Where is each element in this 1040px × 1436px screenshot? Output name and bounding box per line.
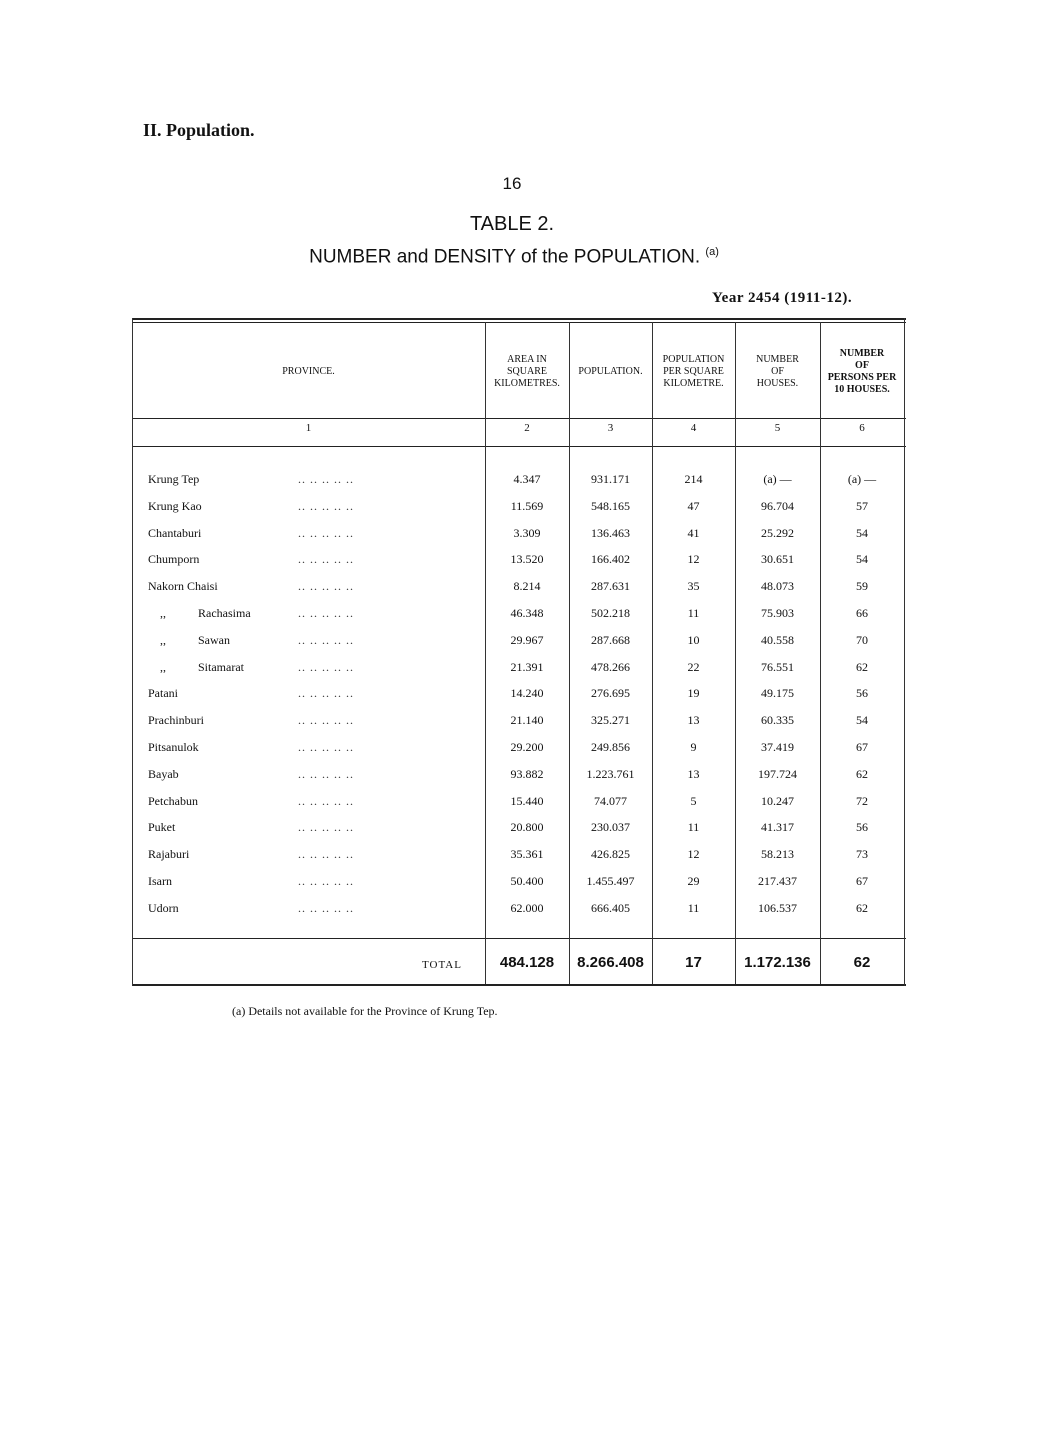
cell-density: 13 [687, 713, 700, 728]
header-houses-line: OF [771, 366, 784, 377]
cell-area: 29.200 [510, 740, 544, 754]
cell-area: 35.361 [510, 847, 544, 862]
cell-density: 13 [687, 766, 700, 781]
cell-houses: 30.651 [761, 552, 794, 567]
province-name: Prachinburi [148, 713, 204, 728]
cell-density: 10 [687, 632, 700, 647]
cell-persons: 70 [856, 632, 868, 647]
cell-persons: 66 [856, 606, 868, 620]
table-row [132, 546, 906, 573]
cell-houses: 60.335 [761, 713, 794, 728]
cell-area: 15.440 [510, 793, 544, 808]
table-row [132, 707, 906, 734]
cell-population: 325.271 [591, 713, 630, 728]
cell-population: 548.165 [591, 498, 630, 513]
province-name: Krung Kao [148, 498, 202, 513]
cell-persons: 67 [856, 740, 868, 754]
province-name: Rajaburi [148, 847, 190, 862]
column-number: 4 [690, 422, 697, 434]
cell-houses: (a) — [763, 472, 792, 486]
table-title: TABLE 2. [469, 213, 555, 235]
province-name: Petchabun [148, 793, 198, 808]
cell-persons: 54 [856, 552, 868, 567]
leader-dots: .. .. .. .. .. [298, 793, 354, 808]
subtitle-note-marker: (a) [705, 246, 719, 258]
cell-persons: 73 [856, 847, 868, 862]
table-row [132, 761, 906, 788]
cell-area: 11.569 [510, 498, 544, 513]
table-top-rule [132, 318, 906, 320]
header-area-line: SQUARE [506, 366, 547, 377]
cell-houses: 106.537 [758, 900, 797, 915]
table-subtitle [0, 246, 1028, 268]
province-name: Udorn [148, 900, 179, 915]
column-number: 3 [607, 422, 614, 434]
cell-persons: 62 [856, 766, 868, 781]
header-persons-line: NUMBER [839, 348, 885, 359]
cell-population: 1.455.497 [586, 874, 635, 888]
table-row [132, 788, 906, 815]
leader-dots: .. .. .. .. .. [298, 713, 354, 728]
total-persons: 62 [853, 954, 871, 971]
table-row [132, 734, 906, 761]
total-density: 17 [685, 954, 702, 971]
cell-houses: 217.437 [758, 874, 797, 888]
cell-area: 21.391 [510, 659, 544, 674]
total-houses: 1.172.136 [744, 954, 811, 971]
cell-houses: 37.419 [761, 740, 794, 754]
cell-houses: 41.317 [761, 820, 794, 835]
column-number: 5 [774, 422, 781, 434]
table-subtitle-text: NUMBER and DENSITY of the POPULATION. [309, 246, 701, 268]
cell-houses: 197.724 [758, 766, 797, 781]
cell-houses: 58.213 [761, 847, 794, 862]
header-rule [132, 418, 906, 419]
table-bottom-rule [132, 984, 906, 986]
cell-persons: 62 [856, 900, 868, 915]
table-row [132, 895, 906, 922]
province-name: Sitamarat [198, 659, 244, 674]
cell-density: 5 [690, 793, 697, 808]
cell-population: 276.695 [591, 686, 630, 701]
leader-dots: .. .. .. .. .. [298, 525, 354, 540]
cell-density: 11 [687, 606, 700, 620]
leader-dots: .. .. .. .. .. [298, 740, 354, 754]
cell-population: 136.463 [591, 525, 630, 540]
cell-density: 11 [687, 820, 700, 835]
table-row [132, 841, 906, 868]
table-row [132, 680, 906, 707]
cell-density: 41 [687, 525, 700, 540]
cell-area: 93.882 [510, 766, 544, 781]
leader-dots: .. .. .. .. .. [298, 686, 354, 701]
cell-area: 3.309 [513, 525, 541, 540]
header-area-line: KILOMETRES. [494, 378, 560, 389]
total-area: 484.128 [499, 954, 555, 971]
table-top-rule-inner [132, 322, 906, 323]
cell-persons: 62 [856, 659, 868, 674]
header-population [569, 326, 652, 418]
table-row [132, 466, 906, 493]
cell-density: 12 [687, 847, 700, 862]
cell-population: 502.218 [591, 606, 630, 620]
cell-area: 4.347 [513, 472, 541, 486]
cell-density: 11 [687, 900, 700, 915]
total-rule [132, 938, 906, 939]
cell-persons: 67 [856, 874, 868, 888]
cell-persons: (a) — [847, 472, 877, 486]
province-name: Sawan [198, 632, 230, 647]
table-row [132, 868, 906, 895]
cell-population: 74.077 [594, 793, 627, 808]
province-name: Chumporn [148, 552, 200, 567]
leader-dots: .. .. .. .. .. [298, 900, 354, 915]
province-name: Bayab [148, 766, 179, 781]
cell-houses: 96.704 [761, 498, 794, 513]
leader-dots: .. .. .. .. .. [298, 606, 354, 620]
leader-dots: .. .. .. .. .. [298, 632, 354, 647]
column-number: 1 [305, 422, 312, 434]
cell-population: 1.223.761 [586, 766, 635, 781]
column-number: 6 [859, 422, 865, 434]
cell-population: 287.631 [591, 579, 630, 594]
province-name: Krung Tep [148, 472, 200, 486]
cell-population: 478.266 [591, 659, 630, 674]
header-persons-line: 10 HOUSES. [834, 384, 890, 395]
cell-area: 29.967 [510, 632, 544, 647]
cell-population: 249.856 [591, 740, 630, 754]
cell-persons: 54 [856, 525, 868, 540]
cell-density: 12 [687, 552, 700, 567]
population-table [132, 318, 906, 986]
leader-dots: .. .. .. .. .. [298, 579, 354, 594]
cell-density: 214 [684, 472, 703, 486]
table-row [132, 600, 906, 627]
leader-dots: .. .. .. .. .. [298, 498, 354, 513]
cell-area: 50.400 [510, 874, 544, 888]
section-title: II. Population. [143, 120, 255, 140]
header-density-line: POPULATION [662, 354, 725, 365]
cell-houses: 40.558 [761, 632, 794, 647]
header-area-line: AREA IN [507, 354, 547, 365]
cell-density: 47 [687, 498, 700, 513]
cell-houses: 48.073 [761, 579, 794, 594]
cell-area: 13.520 [510, 552, 544, 567]
cell-density: 35 [687, 579, 700, 594]
page-number: 16 [502, 174, 522, 193]
header-density [652, 326, 735, 418]
header-persons-line: PERSONS PER [827, 372, 897, 383]
total-label: TOTAL [422, 959, 462, 971]
table-row [132, 814, 906, 841]
cell-population: 931.171 [591, 472, 630, 486]
province-name: Rachasima [198, 606, 251, 620]
leader-dots: .. .. .. .. .. [298, 766, 354, 781]
province-name: Pitsanulok [148, 740, 199, 754]
cell-density: 29 [687, 874, 700, 888]
header-province-label: PROVINCE. [282, 366, 335, 377]
cell-area: 14.240 [510, 686, 544, 701]
cell-population: 287.668 [591, 632, 630, 647]
header-houses-line: HOUSES. [756, 378, 799, 389]
header-province [132, 326, 485, 418]
cell-density: 22 [687, 659, 700, 674]
ditto-marker: ,, [160, 659, 166, 674]
table-row [132, 627, 906, 654]
cell-area: 62.000 [510, 900, 544, 915]
header-houses-line: NUMBER [756, 354, 799, 365]
leader-dots: .. .. .. .. .. [298, 659, 354, 674]
cell-density: 9 [690, 740, 697, 754]
table-row [132, 493, 906, 520]
ditto-marker: ,, [160, 632, 166, 647]
leader-dots: .. .. .. .. .. [298, 472, 354, 486]
leader-dots: .. .. .. .. .. [298, 552, 354, 567]
cell-persons: 56 [856, 686, 868, 701]
table-row [132, 520, 906, 547]
cell-persons: 57 [856, 498, 868, 513]
year-label: Year 2454 (1911-12). [712, 290, 853, 306]
province-name: Patani [148, 686, 178, 701]
header-population-label: POPULATION. [578, 366, 643, 377]
cell-population: 230.037 [591, 820, 630, 835]
cell-area: 21.140 [510, 713, 544, 728]
leader-dots: .. .. .. .. .. [298, 847, 354, 862]
table-row [132, 654, 906, 681]
cell-population: 426.825 [591, 847, 630, 862]
cell-area: 8.214 [513, 579, 541, 594]
leader-dots: .. .. .. .. .. [298, 874, 354, 888]
cell-density: 19 [687, 686, 700, 701]
cell-houses: 75.903 [761, 606, 794, 620]
province-name: Chantaburi [148, 525, 202, 540]
total-population: 8.266.408 [577, 954, 644, 971]
cell-persons: 72 [856, 793, 868, 808]
table-row [132, 573, 906, 600]
cell-persons: 54 [856, 713, 868, 728]
header-area [485, 326, 569, 418]
header-density-line: KILOMETRE. [663, 378, 724, 389]
column-number: 2 [524, 422, 530, 434]
cell-population: 666.405 [591, 900, 630, 915]
header-persons [820, 326, 904, 418]
cell-houses: 25.292 [761, 525, 794, 540]
cell-area: 46.348 [510, 606, 544, 620]
header-houses [735, 326, 820, 418]
ditto-marker: ,, [160, 606, 166, 620]
colnum-rule [132, 446, 906, 447]
cell-area: 20.800 [510, 820, 544, 835]
cell-persons: 59 [856, 579, 868, 594]
cell-houses: 10.247 [761, 793, 794, 808]
header-persons-line: OF [855, 360, 869, 371]
cell-houses: 49.175 [761, 686, 794, 701]
province-name: Nakorn Chaisi [148, 579, 218, 594]
leader-dots: .. .. .. .. .. [298, 820, 354, 835]
header-density-line: PER SQUARE [663, 366, 724, 377]
cell-population: 166.402 [591, 552, 630, 567]
province-name: Puket [148, 820, 176, 835]
footnote: (a) Details not available for the Province of Krung Tep. [232, 1004, 498, 1018]
cell-houses: 76.551 [761, 659, 794, 674]
cell-persons: 56 [856, 820, 868, 835]
province-name: Isarn [148, 874, 172, 888]
